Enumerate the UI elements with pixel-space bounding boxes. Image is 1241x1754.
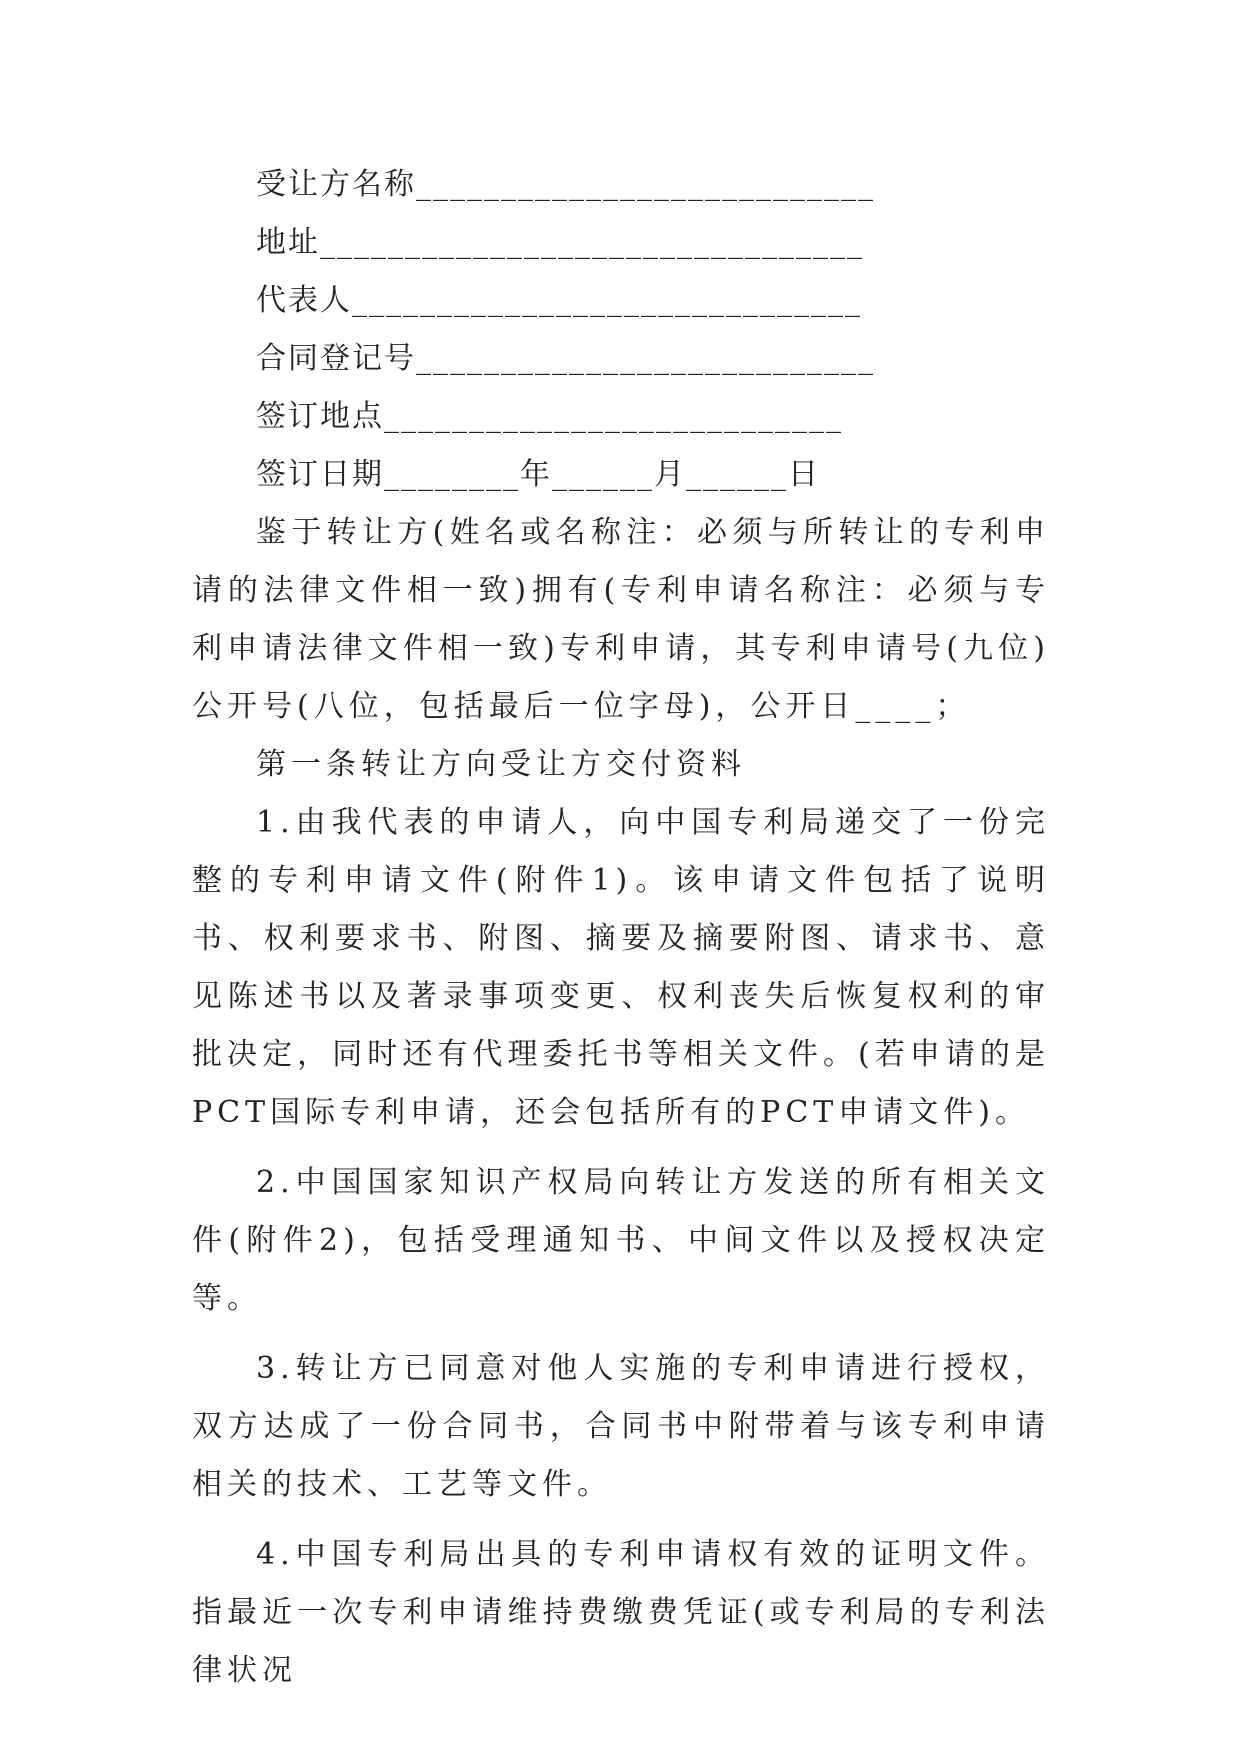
assignee-name-field: 受让方名称___________________________ xyxy=(256,167,875,202)
article-title: 第一条转让方向受让方交付资料 xyxy=(256,747,746,782)
item-2-paragraph: 2.中国国家知识产权局向转让方发送的所有相关文件(附件2)，包括受理通知书、中间文件以及授权决定等。 xyxy=(192,1165,1050,1316)
representative-field: 代表人______________________________ xyxy=(256,283,862,318)
item-4-paragraph: 4.中国专利局出具的专利申请权有效的证明文件。指最近一次专利申请维持费缴费凭证(或专利局的专利法律状况 xyxy=(192,1537,1050,1688)
document-content xyxy=(192,156,1050,1700)
preamble-paragraph: 鉴于转让方(姓名或名称注：必须与所转让的专利申请的法律文件相一致)拥有(专利申请名称注：必须与专利申请法律文件相一致)专利申请，其专利申请号(九位)公开号(八位，包括最后一位字母)，公开日____； xyxy=(192,515,1050,724)
contract-registration-number-field: 合同登记号___________________________ xyxy=(256,341,875,376)
address-field: 地址________________________________ xyxy=(256,225,864,260)
item-3-paragraph: 3.转让方已同意对他人实施的专利申请进行授权，双方达成了一份合同书，合同书中附带着与该专利申请相关的技术、工艺等文件。 xyxy=(192,1351,1050,1502)
signing-date-field: 签订日期________年______月______日 xyxy=(256,457,820,492)
signing-place-field: 签订地点___________________________ xyxy=(256,399,843,434)
item-1-paragraph: 1.由我代表的申请人，向中国专利局递交了一份完整的专利申请文件(附件1)。该申请文件包括了说明书、权利要求书、附图、摘要及摘要附图、请求书、意见陈述书以及著录事项变更、权利丧失后恢复权利的审批决定，同时还有代理委托书等相关文件。(若申请的是PCT国际专利申请，还会包括所有的PCT申请文件)。 xyxy=(192,805,1050,1130)
